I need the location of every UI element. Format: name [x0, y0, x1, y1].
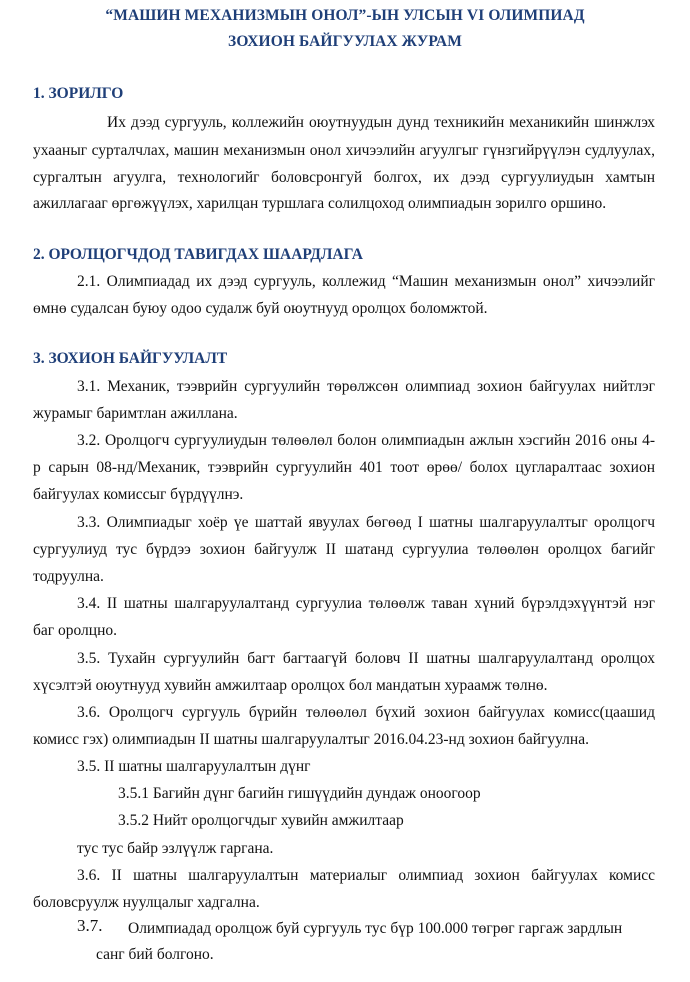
section-3-line: боловсруулж нуулцалыг хадгална. — [33, 894, 260, 911]
section-1-heading: 1. ЗОРИЛГО — [33, 85, 124, 102]
section-3-line: комисс гэх) олимпиадын II шатны шалгаруулалтыг 2016.04.23-нд зохион байгуулна. — [33, 731, 589, 748]
document-title-line-2: ЗОХИОН БАЙГУУЛАХ ЖУРАМ — [228, 33, 462, 50]
section-3-line: р сарын 08-нд/Механик, тээврийн сургуулийн 401 тоот өрөө/ болох цугларалтаас зохион — [33, 459, 655, 476]
section-3-line: 3.5. Тухайн сургуулийн багт багтаагүй боловч II шатны шалгаруулалтанд оролцох — [77, 650, 655, 667]
section-3-line: 3.2. Оролцогч сургуулиудын төлөөлөл болон олимпиадын ажлын хэсгийн 2016 оны 4- — [77, 432, 655, 449]
section-2-line: өмнө судалсан буюу одоо судалж буй оюутнууд оролцох боломжтой. — [33, 300, 488, 317]
section-3-line: санг бий болгоно. — [96, 946, 214, 963]
section-3-line: 3.1. Механик, тээврийн сургуулийн төрөлжсөн олимпиад зохион байгуулах нийтлэг — [77, 378, 655, 395]
section-3-line: тус тус байр эзлүүлж гаргана. — [77, 840, 274, 857]
section-1-line: ажиллагааг өргөжүүлэх, харилцан туршлага солилцоход олимпиадын зорилго оршино. — [33, 195, 607, 212]
section-3-line: Олимпиадад оролцож буй сургууль тус бүр 100.000 төгрөг гаргаж зардлын — [128, 920, 623, 937]
section-3-line: 3.6. II шатны шалгаруулалтын материалыг олимпиад зохион байгуулах комисс — [77, 867, 655, 884]
item-3-7-number: 3.7. — [77, 916, 103, 935]
section-3-line: баг оролцно. — [33, 622, 117, 639]
section-3-line: 3.4. II шатны шалгаруулалтанд сургуулиа төлөөлж таван хүний бүрэлдэхүүнтэй нэг — [77, 595, 655, 612]
section-3-line: 3.6. Оролцогч сургууль бүрийн төлөөлөл бүхий зохион байгуулах комисс(цаашид — [77, 704, 655, 721]
section-3-subitem: 3.5.1 Багийн дүнг багийн гишүүдийн дундаж оноогоор — [118, 785, 481, 802]
section-1-line: ухааныг сурталчлах, машин механизмын онол хичээлийн агуулгыг гүнзгийрүүлэн судлуулах, — [33, 142, 655, 159]
section-3-line: 3.5. II шатны шалгаруулалтын дүнг — [77, 758, 311, 775]
section-2-heading: 2. ОРОЛЦОГЧДОД ТАВИГДАХ ШААРДЛАГА — [33, 246, 363, 263]
section-3-line: журамыг баримтлан ажиллана. — [33, 405, 238, 422]
document-title-line-1: “МАШИН МЕХАНИЗМЫН ОНОЛ”-ЫН УЛСЫН VI ОЛИМПИАД — [105, 7, 585, 24]
section-1-line: Их дээд сургууль, коллежийн оюутнуудын дунд техникийн механикийн шинжлэх — [107, 114, 655, 131]
section-2-line: 2.1. Олимпиадад их дээд сургууль, коллежид “Машин механизмын онол” хичээлийг — [77, 273, 655, 290]
section-3-line: тодруулна. — [33, 568, 104, 585]
section-3-subitem: 3.5.2 Нийт оролцогчдыг хувийн амжилтаар — [118, 812, 404, 829]
section-1-line: сургалтын агуулга, технологийг боловсронгуй болгох, их дээд сургуулиудын хамтын — [33, 169, 655, 186]
section-3-line: сургуулиуд тус бүрдээ зохион байгуулж II шатанд сургуулиа төлөөлөн оролцох багийг — [33, 541, 655, 558]
section-3-heading: 3. ЗОХИОН БАЙГУУЛАЛТ — [33, 350, 228, 367]
section-3-line: хүсэлтэй оюутнууд хувийн амжилтаар оролцох бол мандатын хураамж төлнө. — [33, 677, 548, 694]
section-3-line: 3.3. Олимпиадыг хоёр үе шаттай явуулах бөгөөд I шатны шалгаруулалтыг оролцогч — [77, 514, 655, 531]
section-3-line: байгуулах комиссыг бүрдүүлнэ. — [33, 486, 244, 503]
